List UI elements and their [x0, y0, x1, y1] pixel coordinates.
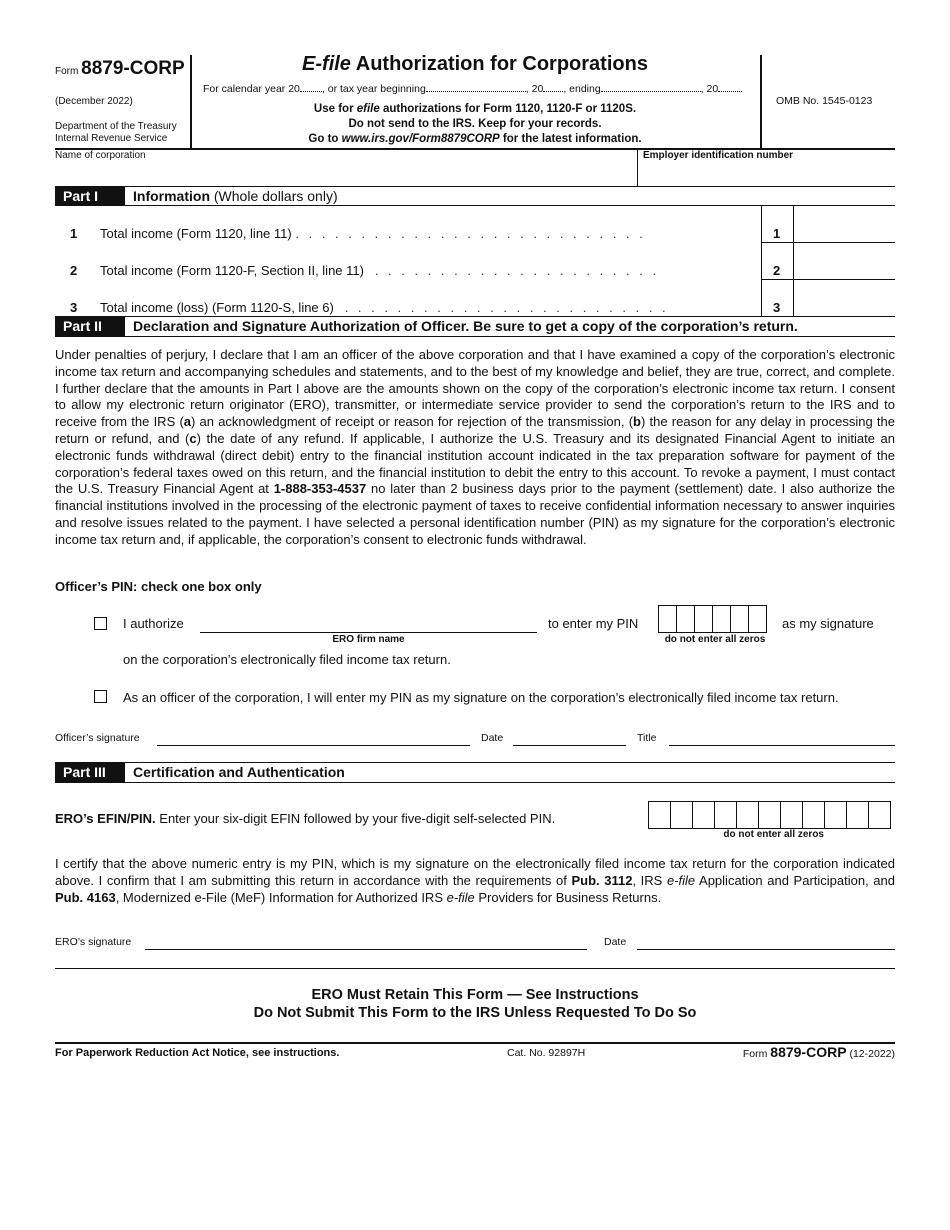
- line-3-text: [100, 300, 669, 315]
- line-2-desc: Total income (Form 1120-F, Section II, line 11): [100, 263, 364, 278]
- retain-line-1: ERO Must Retain This Form — See Instructions: [311, 987, 639, 1003]
- line-3-leaders: . . . . . . . . . . . . . . . . . . . . . . . . .: [344, 300, 669, 315]
- end-date-input[interactable]: [601, 91, 701, 92]
- i-authorize-label: I authorize: [123, 616, 184, 631]
- cert-e: Providers for Business Returns.: [474, 889, 662, 905]
- as-my-signature-label: as my signature: [782, 616, 874, 631]
- irs-line: Internal Revenue Service: [55, 133, 168, 144]
- efin-zeros-note-wrap: [648, 829, 894, 840]
- line-1-text: [100, 226, 646, 241]
- line-box-number: 1: [773, 226, 781, 241]
- irs-url-link[interactable]: www.irs.gov/Form8879CORP: [341, 133, 500, 145]
- line-box-number: 2: [773, 263, 781, 278]
- form-label: [55, 58, 185, 80]
- line-number: 3: [70, 300, 78, 315]
- efin-zeros-note: do not enter all zeros: [723, 829, 824, 840]
- end-year-input[interactable]: [718, 91, 742, 92]
- efin-digit[interactable]: [649, 802, 671, 828]
- line-2-leaders: . . . . . . . . . . . . . . . . . . . . . .: [374, 263, 660, 278]
- part1-title: [133, 186, 338, 206]
- department-line: Department of the Treasury: [55, 121, 177, 132]
- efin-digit[interactable]: [715, 802, 737, 828]
- retain-notice: [55, 986, 895, 1022]
- decl-a: a: [183, 414, 192, 430]
- end-year-label: , 20: [700, 83, 719, 95]
- line-number: 2: [70, 263, 78, 278]
- cert-c: Application and Participation, and: [695, 872, 895, 888]
- officer-signature-input[interactable]: [157, 728, 470, 746]
- pin-digit[interactable]: [659, 606, 677, 632]
- cert-b: , IRS: [632, 872, 667, 888]
- header-instructions: [192, 102, 758, 147]
- part1-tag: Part I: [55, 186, 125, 206]
- omb-number: OMB No. 1545-0123: [776, 95, 873, 107]
- begin-label: , or tax year beginning: [321, 83, 426, 95]
- officer-pin-heading: Officer’s PIN: check one box only: [55, 579, 262, 594]
- officer-date-input[interactable]: [513, 728, 626, 746]
- catalog-number: Cat. No. 92897H: [507, 1047, 586, 1059]
- revision-date: (December 2022): [55, 96, 133, 107]
- footer-rev: (12-2022): [846, 1048, 895, 1060]
- pin-digit[interactable]: [695, 606, 713, 632]
- ein-label: Employer identification number: [643, 150, 794, 161]
- certification-paragraph: [55, 856, 895, 906]
- part1-title-bold: Information: [133, 188, 210, 204]
- decl-2: ) an acknowledgment of receipt or reason for rejection of the transmission, (: [191, 414, 634, 430]
- cert-d: , Modernized e-File (MeF) Information for Authorized IRS: [115, 889, 447, 905]
- ero-signature-label: ERO’s signature: [55, 936, 132, 948]
- begin-year-input[interactable]: [543, 91, 563, 92]
- to-enter-pin-label: to enter my PIN: [548, 616, 639, 631]
- officer-signature-label: Officer’s signature: [55, 732, 140, 744]
- title-efile: E-file: [302, 53, 351, 75]
- decl-5: no later than 2 business days prior to the payment (settlement) date. I also authorize the financial institutions involved in the processing of the electronic payment of taxes to receive confidential information necessary to answer inquiries and resolve issues related to the payment. I have selected a personal identification number (PIN) as my signature for the corporation’s electronic income tax return and, if applicable, the corporation’s consent to electronic funds withdrawal.: [55, 481, 895, 547]
- pin-digit[interactable]: [677, 606, 695, 632]
- efin-digit[interactable]: [825, 802, 847, 828]
- efin-digit[interactable]: [759, 802, 781, 828]
- efin-digit[interactable]: [693, 802, 715, 828]
- ero-signature-input[interactable]: [145, 932, 587, 950]
- decl-b: b: [633, 414, 641, 430]
- efin-bold: ERO’s EFIN/PIN.: [55, 811, 156, 826]
- use-b: authorizations for Form 1120, 1120-F or 1120S.: [379, 103, 637, 115]
- goto-a: Go to: [308, 133, 342, 145]
- retain-line-2: Do Not Submit This Form to the IRS Unless Requested To Do So: [253, 1005, 697, 1021]
- part1-title-rest: (Whole dollars only): [210, 188, 338, 204]
- ero-date-label: Date: [604, 936, 627, 948]
- footer-form-id: [743, 1044, 895, 1060]
- pub-4163: Pub. 4163: [55, 889, 116, 905]
- part3-tag: Part III: [55, 762, 125, 782]
- efin-digit[interactable]: [781, 802, 803, 828]
- line-3-amount-input[interactable]: [795, 281, 893, 315]
- paperwork-notice: For Paperwork Reduction Act Notice, see instructions.: [55, 1047, 340, 1059]
- officer-date-label: Date: [481, 732, 504, 744]
- efile-2: e-file: [446, 889, 475, 905]
- officer-title-label: Title: [637, 732, 657, 744]
- efin-digit[interactable]: [737, 802, 759, 828]
- ero-firm-name-input[interactable]: [200, 614, 537, 633]
- form-word: Form: [55, 66, 79, 77]
- pin-digit[interactable]: [749, 606, 767, 632]
- efin-rest: Enter your six-digit EFIN followed by your five-digit self-selected PIN.: [155, 811, 556, 826]
- efin-pin-line: [55, 811, 555, 826]
- decl-4: ) the date of any refund. If applicable, I authorize the U.S. Treasury and its designated Financial Agent to initiate an electronic funds withdrawal (direct debit) entry to the financial institution account indicated in the tax preparation software for payment of the corporation’s federal taxes owed on this return, and the financial institution to debit the entry to this account. To revoke a payment, I must contact the U.S. Treasury Financial Agent at: [55, 430, 895, 497]
- decl-1: Under penalties of perjury, I declare that I am an officer of the above corporation and that I have examined a copy of the corporation’s electronic income tax return and accompanying schedules and statements, and to the best of my knowledge and belief, they are true, correct, and complete. I further declare that the amounts in Part I above are the amounts shown on the copy of the corporation’s electronic income tax return. I consent to allow my electronic return originator (ERO), transmitter, or intermediate service provider to send the corporation’s return to the IRS and to receive from the IRS (: [55, 347, 895, 430]
- part3-title: Certification and Authentication: [133, 764, 345, 780]
- use-italic: efile: [356, 103, 380, 115]
- goto-b: for the latest information.: [499, 133, 642, 145]
- line-box-number: 3: [773, 300, 781, 315]
- do-not-send: Do not send to the IRS. Keep for your records.: [348, 118, 602, 130]
- line-2-amount-input[interactable]: [795, 244, 893, 278]
- opt1-line2: on the corporation’s electronically filed income tax return.: [123, 652, 451, 667]
- pub-3112: Pub. 3112: [571, 872, 633, 888]
- line-1-desc: Total income (Form 1120, line 11): [100, 226, 292, 241]
- ein-input[interactable]: [643, 163, 893, 185]
- part2-tag: Part II: [55, 316, 125, 336]
- phone-number: 1-888-353-4537: [273, 481, 367, 497]
- officer-pin-option-text: As an officer of the corporation, I will enter my PIN as my signature on the corporation’s electronically filed income tax return.: [123, 690, 839, 705]
- name-of-corporation-input[interactable]: [55, 163, 635, 185]
- efin-digit[interactable]: [869, 802, 891, 828]
- cert-a: I certify that the above numeric entry is my PIN, which is my signature on the electronically filed income tax return for the corporation indicated above. I confirm that I am submitting this return in accordance with the requirements of: [55, 856, 895, 888]
- authorize-ero-checkbox[interactable]: [94, 617, 107, 630]
- line-2-text: [100, 263, 659, 278]
- use-a: Use for: [313, 103, 357, 115]
- form-number: 8879-CORP: [81, 58, 185, 79]
- efin-digit[interactable]: [847, 802, 869, 828]
- goto-line: [192, 132, 758, 147]
- footer-form-word: Form: [742, 1048, 771, 1060]
- line-number: 1: [70, 226, 78, 241]
- begin-year-label: , 20: [525, 83, 544, 95]
- pin-digit[interactable]: [731, 606, 749, 632]
- efin-digit[interactable]: [671, 802, 693, 828]
- tax-year-line: [203, 83, 742, 95]
- decl-c: c: [189, 430, 197, 446]
- pin-digit[interactable]: [713, 606, 731, 632]
- ending-label: , ending: [563, 83, 601, 95]
- line-3-desc: Total income (loss) (Form 1120-S, line 6): [100, 300, 334, 315]
- officer-enters-pin-checkbox[interactable]: [94, 690, 107, 703]
- pin-zeros-note: do not enter all zeros: [664, 634, 766, 645]
- use-line: [192, 102, 758, 117]
- ero-date-input[interactable]: [637, 932, 895, 950]
- officer-title-input[interactable]: [669, 728, 895, 746]
- declaration-paragraph: [55, 347, 895, 549]
- part2-title: Declaration and Signature Authorization of Officer. Be sure to get a copy of the corporation’s return.: [133, 318, 798, 334]
- line-1-amount-input[interactable]: [795, 207, 893, 241]
- efile-1: e-file: [666, 872, 696, 888]
- efin-digit[interactable]: [803, 802, 825, 828]
- ero-firm-name-label: ERO firm name: [332, 634, 405, 645]
- year-input[interactable]: [300, 91, 322, 92]
- cal-year-label: For calendar year 20: [203, 83, 300, 95]
- line-1-leaders: . . . . . . . . . . . . . . . . . . . . . . . . . . .: [295, 226, 646, 241]
- efin-pin-boxes[interactable]: [648, 801, 891, 829]
- begin-date-input[interactable]: [426, 91, 526, 92]
- name-of-corporation-label: Name of corporation: [55, 150, 146, 161]
- officer-pin-boxes[interactable]: [658, 605, 767, 633]
- footer-form-number: 8879-CORP: [770, 1044, 847, 1060]
- decl-3: ) the reason for any delay in processing the return or refund, and (: [55, 414, 895, 446]
- title-rest: Authorization for Corporations: [350, 53, 648, 75]
- form-title: [192, 53, 758, 76]
